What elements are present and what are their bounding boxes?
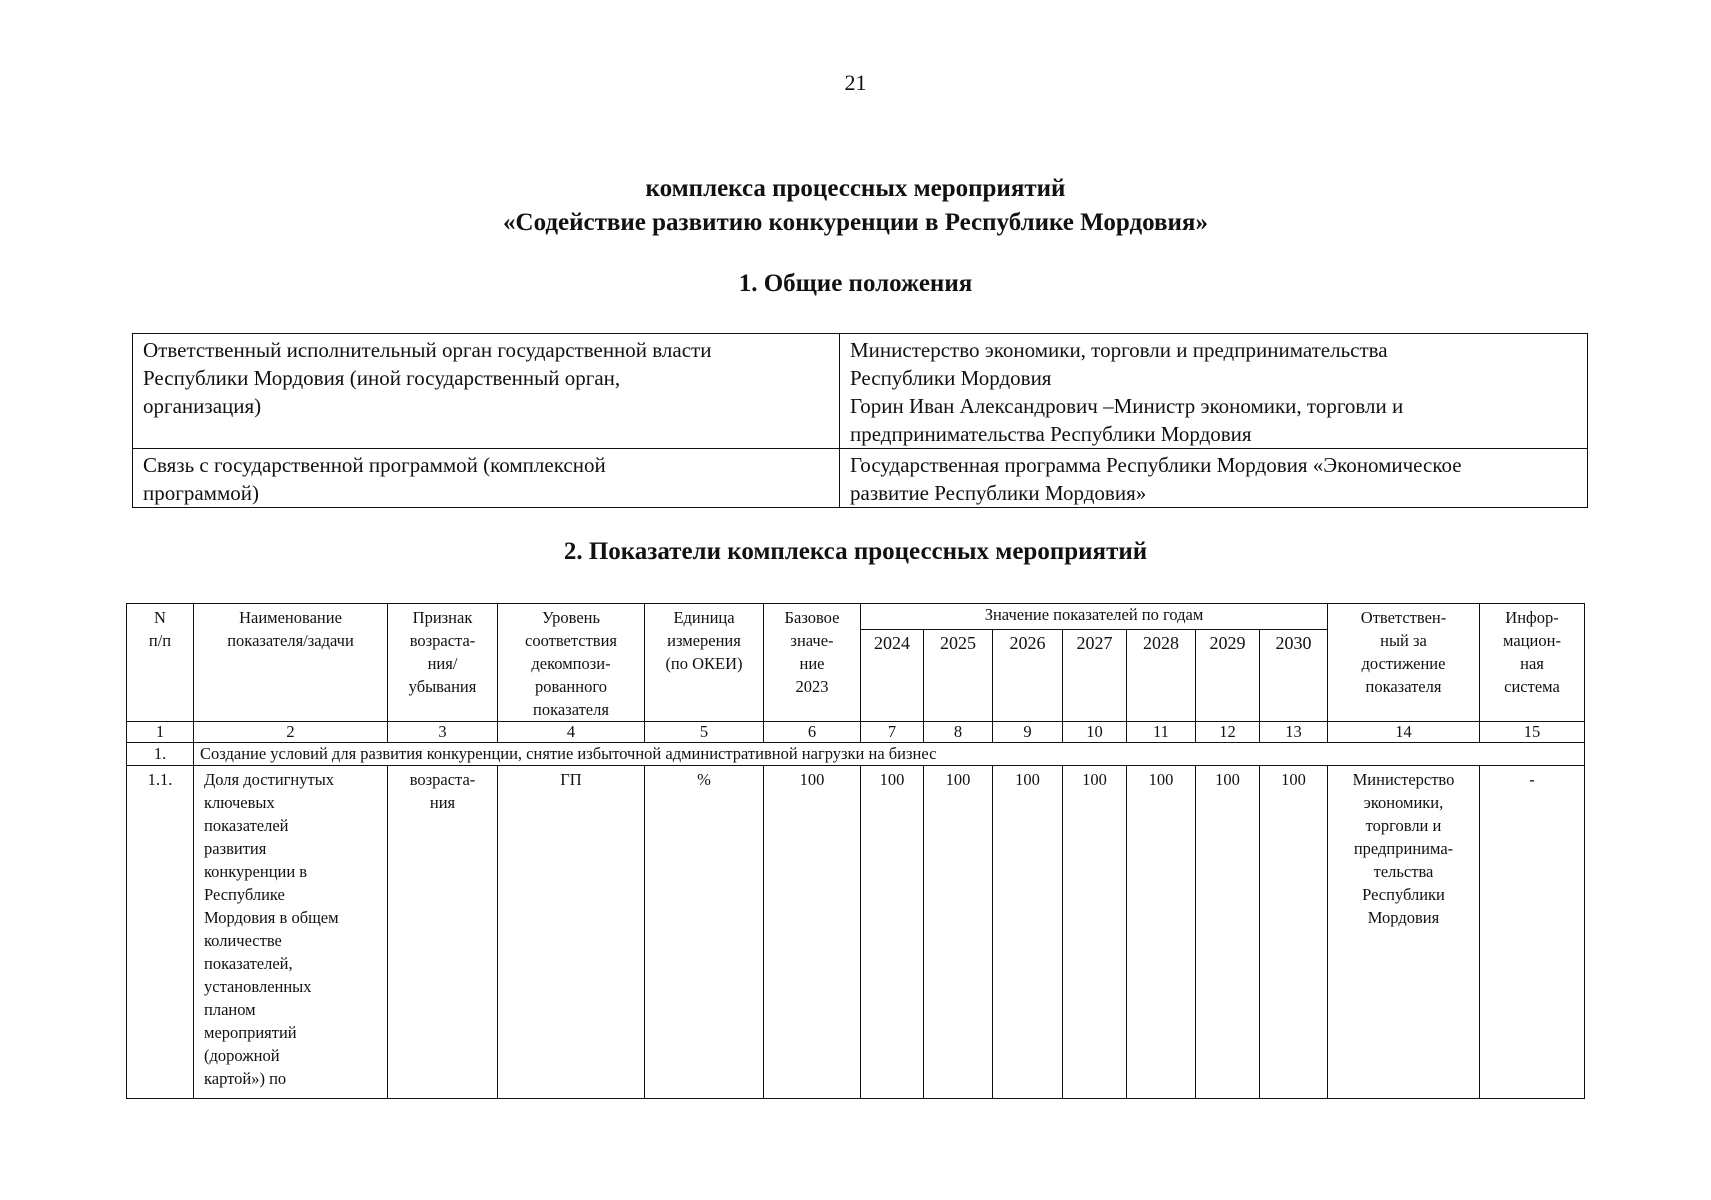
cell-text-line: Мордовия в общем bbox=[204, 908, 339, 927]
header-text-line: N bbox=[154, 608, 166, 627]
header-text-line: убывания bbox=[408, 677, 477, 696]
column-numbers-row bbox=[127, 722, 1585, 743]
header-unit bbox=[645, 604, 764, 722]
indicator-base-value: 100 bbox=[764, 766, 861, 1099]
task-number: 1. bbox=[127, 743, 194, 766]
indicator-year-value: 100 bbox=[1063, 766, 1127, 1099]
header-text-line: 2023 bbox=[795, 677, 829, 696]
info-text-line: предпринимательства Республики Мордовия bbox=[850, 422, 1252, 446]
header-name bbox=[194, 604, 388, 722]
header-text-line: показателя/задачи bbox=[227, 631, 354, 650]
header-row bbox=[127, 604, 1585, 630]
info-text-line: Горин Иван Александрович –Министр экономики, торговли и bbox=[850, 394, 1404, 418]
info-text-line: Связь с государственной программой (комплексной bbox=[143, 453, 606, 477]
header-text-line: достижение bbox=[1361, 654, 1446, 673]
cell-text-line: показателей, bbox=[204, 954, 293, 973]
header-text-line: Инфор- bbox=[1505, 608, 1559, 627]
header-year: 2030 bbox=[1260, 630, 1328, 722]
cell-text-line: установленных bbox=[204, 977, 312, 996]
header-text-line: ный за bbox=[1380, 631, 1427, 650]
column-number: 1 bbox=[127, 722, 194, 743]
table-row bbox=[127, 766, 1585, 1099]
cell-text-line: конкуренции в bbox=[204, 862, 308, 881]
info-text-line: Республики Мордовия (иной государственный орган, bbox=[143, 366, 621, 390]
column-number: 10 bbox=[1063, 722, 1127, 743]
column-number: 11 bbox=[1127, 722, 1196, 743]
header-text-line: возраста- bbox=[409, 631, 476, 650]
indicator-unit: % bbox=[645, 766, 764, 1099]
info-text-line: организация) bbox=[143, 394, 262, 418]
info-text-line: программой) bbox=[143, 481, 259, 505]
cell-text-line: экономики, bbox=[1363, 793, 1444, 812]
document-title bbox=[0, 172, 1711, 240]
column-number: 4 bbox=[498, 722, 645, 743]
cell-text-line: Мордовия bbox=[1367, 908, 1440, 927]
info-value-responsible-body bbox=[840, 334, 1588, 449]
info-label-program-link bbox=[133, 449, 840, 508]
header-text-line: соответствия bbox=[525, 631, 617, 650]
info-value-program-link bbox=[840, 449, 1588, 508]
task-section-row bbox=[127, 743, 1585, 766]
column-number: 5 bbox=[645, 722, 764, 743]
header-text-line: Признак bbox=[412, 608, 473, 627]
header-text-line: система bbox=[1504, 677, 1560, 696]
header-level bbox=[498, 604, 645, 722]
cell-text-line: возраста- bbox=[409, 770, 476, 789]
indicators-table bbox=[126, 603, 1585, 1099]
column-number: 15 bbox=[1480, 722, 1585, 743]
column-number: 9 bbox=[993, 722, 1063, 743]
cell-text-line: показателей bbox=[204, 816, 289, 835]
indicator-year-value: 100 bbox=[1127, 766, 1196, 1099]
info-row-program-link bbox=[133, 449, 1588, 508]
row-number: 1.1. bbox=[127, 766, 194, 1099]
column-number: 7 bbox=[861, 722, 924, 743]
header-text-line: ние bbox=[799, 654, 825, 673]
cell-text-line: ключевых bbox=[204, 793, 275, 812]
header-year: 2026 bbox=[993, 630, 1063, 722]
column-number: 13 bbox=[1260, 722, 1328, 743]
header-text-line: показателя bbox=[1365, 677, 1442, 696]
header-text-line: значе- bbox=[790, 631, 834, 650]
cell-text-line: количестве bbox=[204, 931, 282, 950]
info-row-responsible bbox=[133, 334, 1588, 449]
info-label-responsible-body bbox=[133, 334, 840, 449]
section-2-heading: 2. Показатели комплекса процессных мероприятий bbox=[563, 538, 1148, 565]
column-number: 3 bbox=[388, 722, 498, 743]
header-base-value bbox=[764, 604, 861, 722]
task-title: Создание условий для развития конкуренции, снятие избыточной административной нагрузки на бизнес bbox=[194, 743, 1585, 766]
cell-text-line: Министерство bbox=[1352, 770, 1455, 789]
header-responsible bbox=[1328, 604, 1480, 722]
indicator-level: ГП bbox=[498, 766, 645, 1099]
indicator-name bbox=[194, 766, 388, 1099]
cell-text-line: планом bbox=[204, 1000, 256, 1019]
cell-text-line: Республики bbox=[1362, 885, 1445, 904]
header-text-line: рованного bbox=[535, 677, 607, 696]
header-text-line: (по ОКЕИ) bbox=[665, 654, 743, 673]
header-text-line: ная bbox=[1520, 654, 1544, 673]
info-text-line: Министерство экономики, торговли и предпринимательства bbox=[850, 338, 1388, 362]
header-num bbox=[127, 604, 194, 722]
header-years-group: Значение показателей по годам bbox=[861, 604, 1328, 630]
indicator-year-value: 100 bbox=[861, 766, 924, 1099]
info-text-line: Республики Мордовия bbox=[850, 366, 1052, 390]
indicator-year-value: 100 bbox=[1196, 766, 1260, 1099]
header-text-line: Наименование bbox=[239, 608, 342, 627]
header-text-line: измерения bbox=[667, 631, 741, 650]
indicator-year-value: 100 bbox=[1260, 766, 1328, 1099]
header-year: 2029 bbox=[1196, 630, 1260, 722]
header-info-system bbox=[1480, 604, 1585, 722]
general-info-table bbox=[132, 333, 1588, 508]
header-sign bbox=[388, 604, 498, 722]
header-year: 2027 bbox=[1063, 630, 1127, 722]
section-1-heading: 1. Общие положения bbox=[738, 270, 973, 297]
header-year: 2028 bbox=[1127, 630, 1196, 722]
header-text-line: декомпози- bbox=[531, 654, 611, 673]
cell-text-line: ния bbox=[429, 793, 456, 812]
header-text-line: Базовое bbox=[784, 608, 840, 627]
info-text-line: Ответственный исполнительный орган государственной власти bbox=[143, 338, 712, 362]
column-number: 14 bbox=[1328, 722, 1480, 743]
column-number: 12 bbox=[1196, 722, 1260, 743]
indicator-responsible bbox=[1328, 766, 1480, 1099]
cell-text-line: торговли и bbox=[1365, 816, 1442, 835]
cell-text-line: картой») по bbox=[204, 1069, 287, 1088]
title-line-1: комплекса процессных мероприятий bbox=[645, 175, 1066, 202]
title-line-2: «Содействие развитию конкуренции в Республике Мордовия» bbox=[503, 209, 1208, 236]
info-text-line: развитие Республики Мордовия» bbox=[850, 481, 1147, 505]
header-text-line: Единица bbox=[673, 608, 735, 627]
cell-text-line: развития bbox=[204, 839, 267, 858]
header-year: 2025 bbox=[924, 630, 993, 722]
header-text-line: Уровень bbox=[541, 608, 601, 627]
header-text-line: показателя bbox=[533, 700, 609, 719]
indicator-year-value: 100 bbox=[924, 766, 993, 1099]
column-number: 8 bbox=[924, 722, 993, 743]
cell-text-line: Республике bbox=[204, 885, 285, 904]
header-text-line: п/п bbox=[148, 631, 172, 650]
header-text-line: ния/ bbox=[427, 654, 458, 673]
column-number: 2 bbox=[194, 722, 388, 743]
cell-text-line: (дорожной bbox=[204, 1046, 280, 1065]
page-number: 21 bbox=[844, 70, 867, 95]
header-text-line: мацион- bbox=[1503, 631, 1561, 650]
indicator-year-value: 100 bbox=[993, 766, 1063, 1099]
indicator-sign bbox=[388, 766, 498, 1099]
cell-text-line: Доля достигнутых bbox=[204, 770, 335, 789]
header-year: 2024 bbox=[861, 630, 924, 722]
cell-text-line: предпринима- bbox=[1353, 839, 1454, 858]
header-text-line: Ответствен- bbox=[1360, 608, 1447, 627]
column-number: 6 bbox=[764, 722, 861, 743]
cell-text-line: мероприятий bbox=[204, 1023, 297, 1042]
info-text-line: Государственная программа Республики Мордовия «Экономическое bbox=[850, 453, 1462, 477]
cell-text-line: тельства bbox=[1373, 862, 1434, 881]
indicator-info-system: - bbox=[1480, 766, 1585, 1099]
